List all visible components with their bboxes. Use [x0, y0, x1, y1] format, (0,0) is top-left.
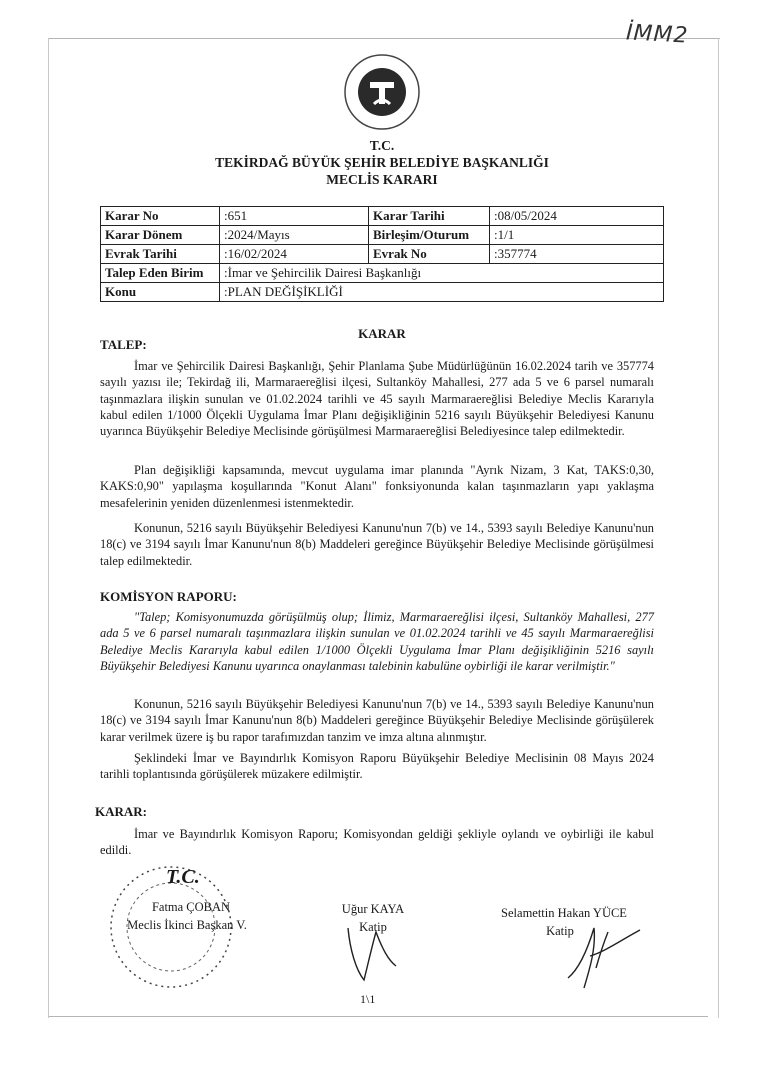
- signer-2-signature: [336, 920, 406, 990]
- signer-2-title: Katip: [359, 920, 387, 934]
- komisyon-paragraph-3: Şeklindeki İmar ve Bayındırlık Komisyon Raporu Büyükşehir Belediye Meclisinin 08 Mayıs 2024 tarihli toplantısında görüşülerek müzakere edilmiştir.: [100, 751, 654, 782]
- decision-meta-table: [100, 206, 664, 302]
- evrak-tarihi-label: Evrak Tarihi: [101, 245, 220, 264]
- konu-value: :PLAN DEĞİŞİKLİĞİ: [220, 283, 664, 302]
- birlesim-label: Birleşim/Oturum: [369, 226, 490, 245]
- signer-2-name: Uğur KAYA: [341, 902, 405, 916]
- signer-3-title: Katip: [546, 924, 574, 938]
- karar-no-label: Karar No: [101, 207, 220, 226]
- evrak-tarihi-value: :16/02/2024: [220, 245, 369, 264]
- signer-1-title: Meclis İkinci Başkan V.: [127, 918, 247, 932]
- karar-no-value: :651: [220, 207, 369, 226]
- header-tc: T.C.: [369, 138, 395, 153]
- evrak-no-label: Evrak No: [369, 245, 490, 264]
- talep-eden-birim-value: :İmar ve Şehircilik Dairesi Başkanlığı: [220, 264, 664, 283]
- karar-tarihi-value: :08/05/2024: [490, 207, 664, 226]
- karar-donem-label: Karar Dönem: [101, 226, 220, 245]
- talep-eden-birim-label: Talep Eden Birim: [101, 264, 220, 283]
- talep-heading: TALEP:: [100, 337, 147, 352]
- handwritten-note: İMM2: [625, 20, 690, 49]
- signer-3-signature: [560, 908, 650, 998]
- birlesim-value: :1/1: [490, 226, 664, 245]
- karar-paragraph: İmar ve Bayındırlık Komisyon Raporu; Komisyondan geldiği şekliyle oylandı ve oybirliği ile kabul edildi.: [100, 827, 654, 858]
- karar-heading: KARAR:: [95, 804, 147, 819]
- header-institution: TEKİRDAĞ BÜYÜK ŞEHİR BELEDİYE BAŞKANLIĞI: [215, 155, 549, 170]
- karar-donem-value: :2024/Mayıs: [220, 226, 369, 245]
- signer-1-name: Fatma ÇOBAN: [151, 900, 231, 914]
- komisyon-quote: "Talep; Komisyonumuzda görüşülmüş olup; İlimiz, Marmaraereğlisi ilçesi, Sultanköy Mahallesi, 277 ada 5 ve 6 parsel numaralı taşınmazlara ilişkin sunulan ve 01.02.2024 tarihli ve 45 sayılı Marmaraereğlisi Belediye Meclis Kararıyla kabul edilen 1/1000 Ölçekli Uygulama İmar Planı değişikliğinin 5216 sayılı Büyükşehir Belediyesi Kanunu uyarınca onaylanması talebinin kabulüne oybirliği ile karar verilmiştir.": [100, 610, 654, 673]
- header-document-type: MECLİS KARARI: [326, 172, 438, 187]
- page-number: 1\1: [360, 992, 376, 1006]
- karar-tarihi-label: Karar Tarihi: [369, 207, 490, 226]
- talep-paragraph-3: Konunun, 5216 sayılı Büyükşehir Belediyesi Kanunu'nun 7(b) ve 14., 5393 sayılı Belediye Kanunu'nun 18(c) ve 3194 sayılı İmar Kanunu'nun 8(b) Maddeleri gereğince Büyükşehir Belediye Meclisinde görüşülmesi talep edilmektedir.: [100, 521, 654, 568]
- talep-paragraph-2: Plan değişikliği kapsamında, mevcut uygulama imar planında "Ayrık Nizam, 3 Kat, TAKS:0,30, KAKS:0,90" yapılaşma koşullarında "Konut Alanı" fonksiyonunda kalan taşınmazların yapı yaklaşma mesafelerinin yeniden düzenlenmesi istenmektedir.: [100, 463, 654, 510]
- talep-paragraph-1: İmar ve Şehircilik Dairesi Başkanlığı, Şehir Planlama Şube Müdürlüğünün 16.02.2024 tarih ve 357774 sayılı yazısı ile; Tekirdağ ili, Marmaraereğlisi ilçesi, Sultanköy Mahallesi, 277 ada 5 ve 6 parsel numaralı taşınmazlara ilişkin sunulan ve 01.02.2024 tarihli ve 45 sayılı Marmaraereğlisi Belediye Meclis Kararıyla kabul edilen 1/1000 Ölçekli Uygulama İmar Planı değişikliğinin 5216 sayılı Büyükşehir Belediyesi Kanunu uyarınca Büyükşehir Belediye Meclisinde görüşülmesi Marmaraereğlisi Belediyesince talep edilmektedir.: [100, 359, 654, 439]
- signer-3-name: Selamettin Hakan YÜCE: [501, 906, 627, 920]
- stamp-text: T.C.: [166, 866, 200, 888]
- municipality-logo-icon: [342, 52, 422, 132]
- karar-title: KARAR: [358, 326, 406, 341]
- komisyon-paragraph-2: Konunun, 5216 sayılı Büyükşehir Belediyesi Kanunu'nun 7(b) ve 14., 5393 sayılı Belediye Kanunu'nun 18(c) ve 3194 sayılı İmar Kanunu'nun 8(b) Maddeleri gereğince Büyükşehir Belediye Meclisinde görüşülerek karar verilmek üzere iş bu rapor tarafımızdan tanzim ve imza altına alınmıştır.: [100, 697, 654, 744]
- konu-label: Konu: [101, 283, 220, 302]
- komisyon-heading: KOMİSYON RAPORU:: [100, 589, 237, 604]
- page-border-bottom: [48, 1016, 708, 1017]
- evrak-no-value: :357774: [490, 245, 664, 264]
- page-border-top: [48, 38, 720, 39]
